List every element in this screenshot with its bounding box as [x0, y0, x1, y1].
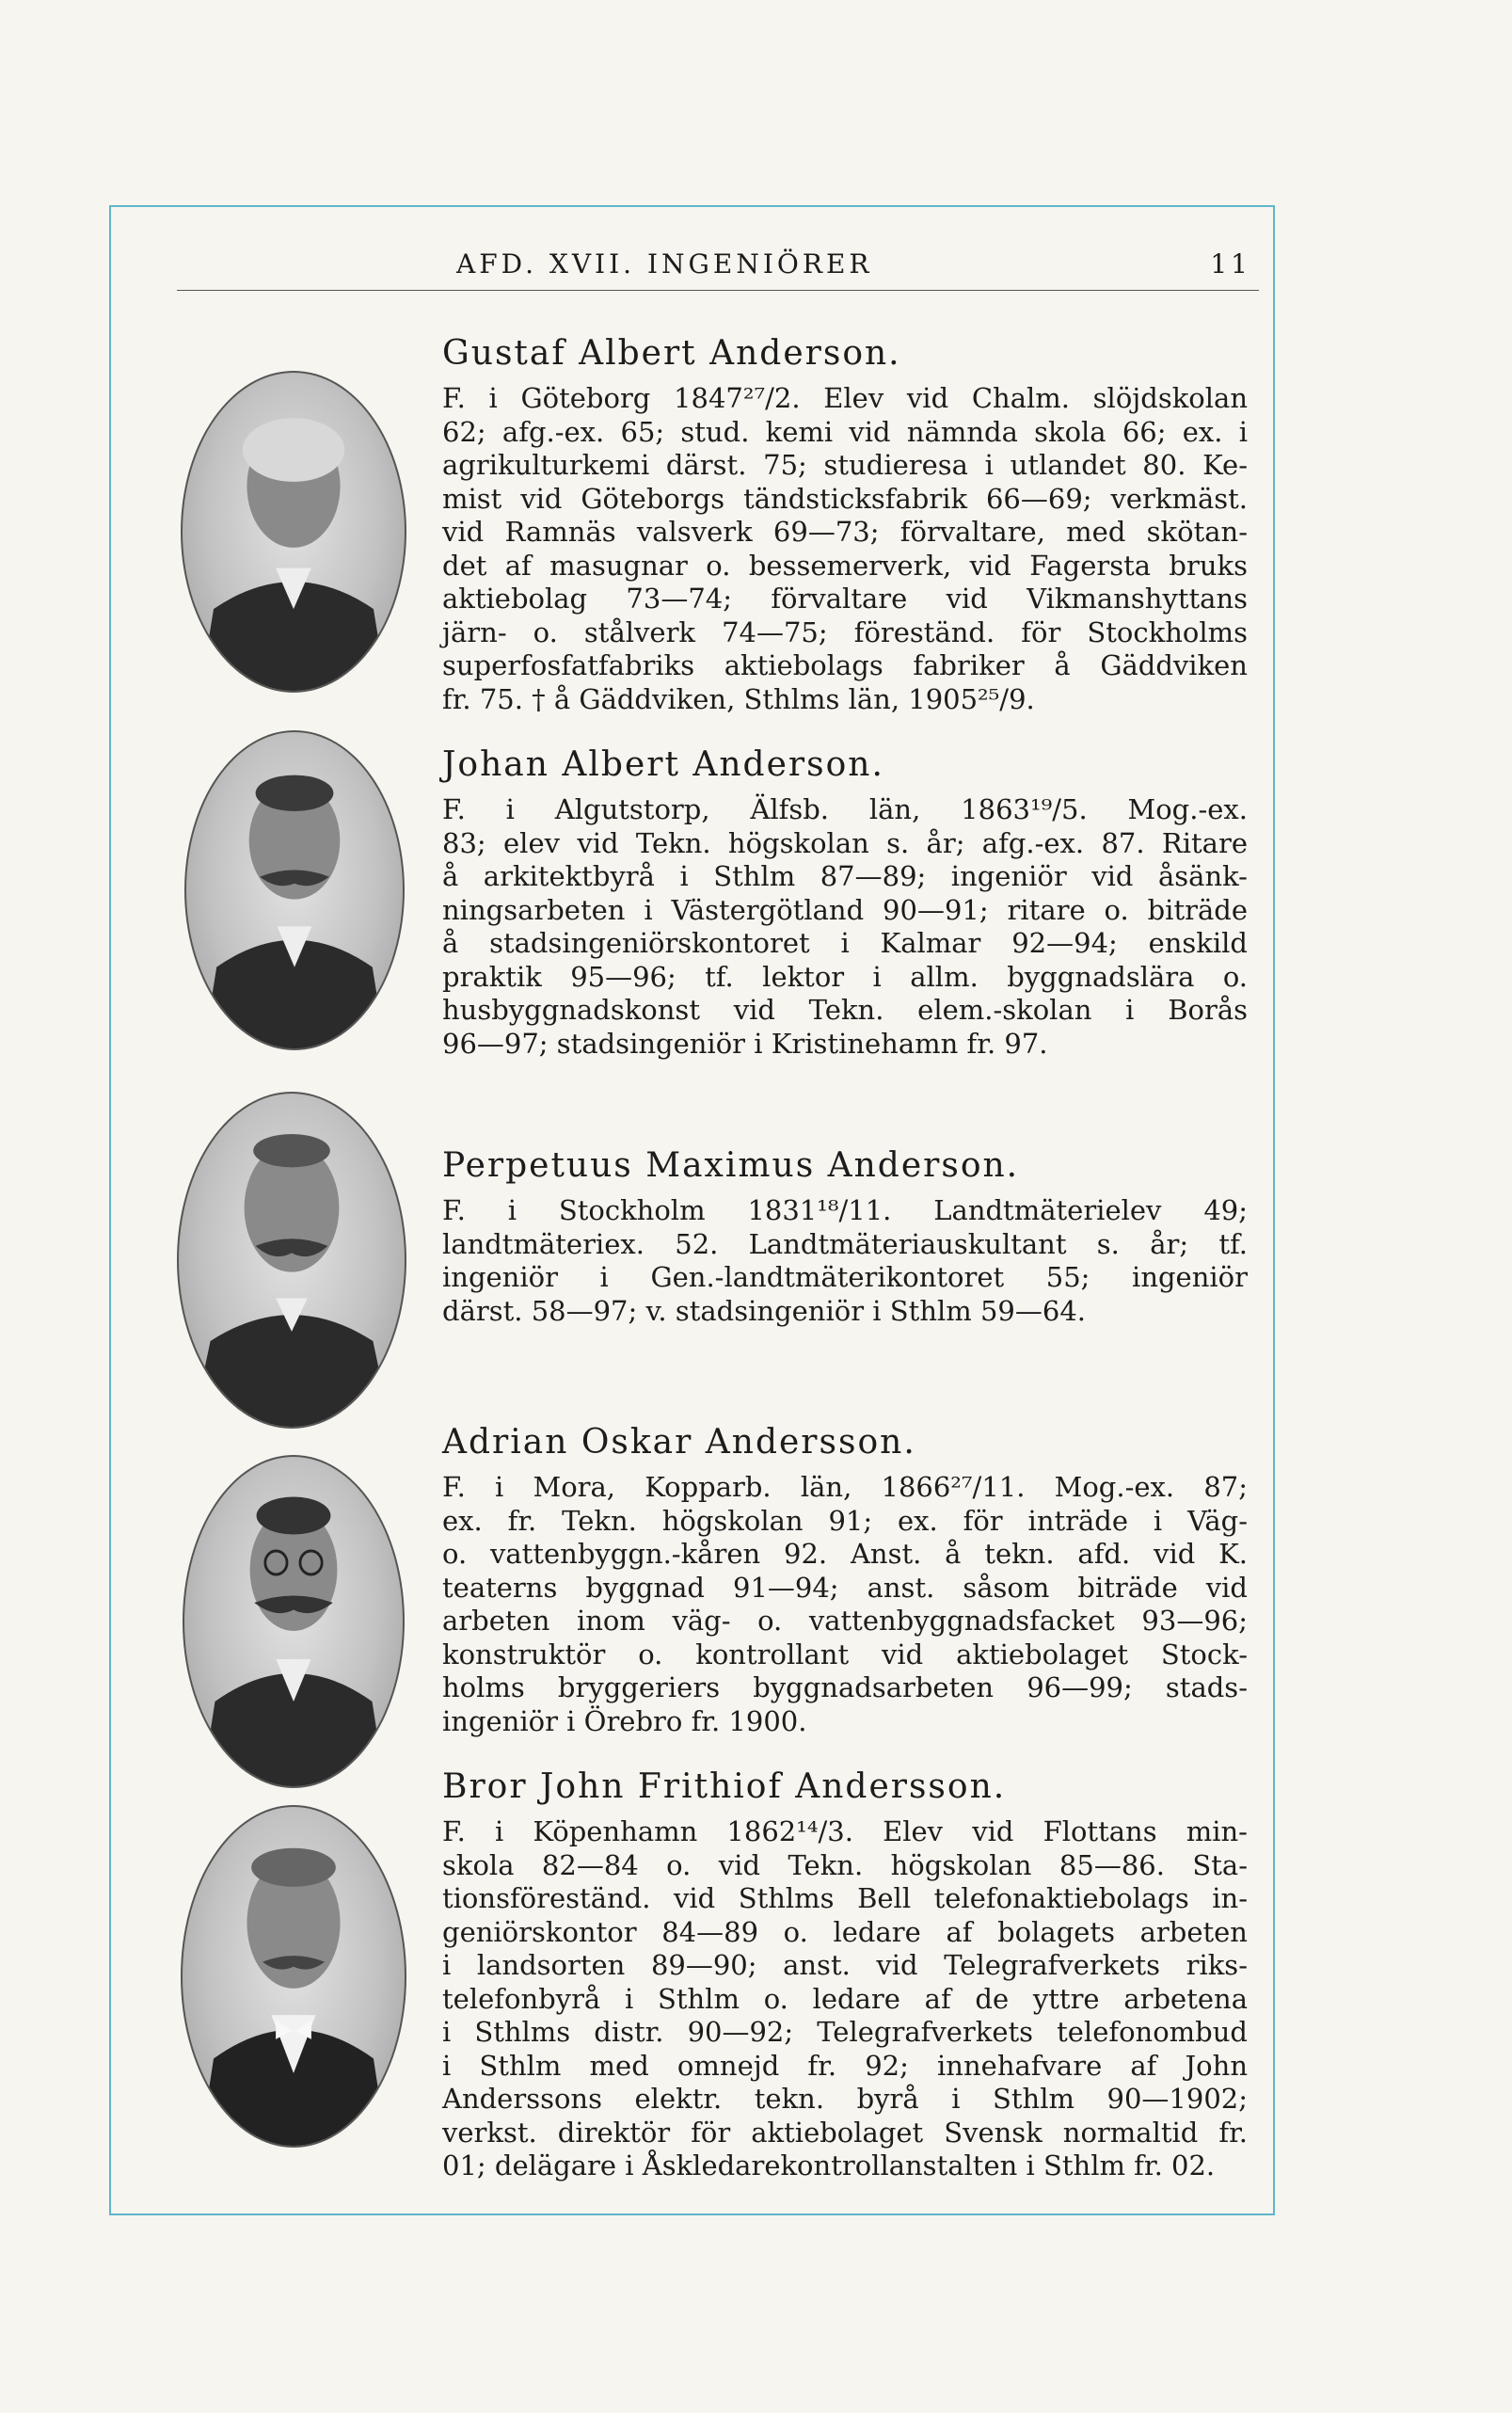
bio-line: i Sthlms distr. 90—92; Telegrafverkets telefonombud: [442, 2016, 1248, 2048]
header-rule: [177, 290, 1259, 291]
bio-line: ex. fr. Tekn. högskolan 91; ex. för inträde i Väg-: [442, 1504, 1248, 1537]
running-head: [216, 248, 1251, 286]
bio-line: agrikulturkemi därst. 75; studieresa i utlandet 80. Ke-: [442, 449, 1248, 481]
bio-line: konstruktör o. kontrollant vid aktiebolaget Stock-: [442, 1638, 1248, 1670]
bio-line: ingeniör i Gen.-landtmäterikontoret 55; ingeniör: [442, 1261, 1248, 1293]
bio-line: Anderssons elektr. tekn. byrå i Sthlm 90—1902;: [442, 2083, 1248, 2115]
bio-line: mist vid Göteborgs tändsticksfabrik 66—69; verkmäst.: [442, 482, 1248, 515]
bio-line: i landsorten 89—90; anst. vid Telegrafverkets riks-: [442, 1949, 1248, 1981]
bio-line: 83; elev vid Tekn. högskolan s. år; afg.-ex. 87. Ritare: [442, 826, 1248, 859]
bio-line: det af masugnar o. bessemerverk, vid Fagersta bruks: [442, 549, 1248, 582]
bio-line: 01; delägare i Åskledarekontrollanstalten i Sthlm fr. 02.: [442, 2149, 1216, 2181]
bio-line: i Sthlm med omnejd fr. 92; innehafvare af John: [442, 2049, 1248, 2082]
portrait-image: [177, 1092, 406, 1429]
bio-line: F. i Köpenhamn 1862¹⁴/3. Elev vid Flottans min-: [442, 1815, 1248, 1847]
bio-line: F. i Algutstorp, Älfsb. län, 1863¹⁹/5. Mog.-ex.: [442, 793, 1248, 825]
bio-line: tionsföreständ. vid Sthlms Bell telefonaktiebolags in-: [442, 1882, 1248, 1914]
bio-line: holms bryggeriers byggnadsarbeten 96—99; stads-: [442, 1671, 1248, 1703]
bio-line: praktik 95—96; tf. lektor i allm. byggnadslära o.: [442, 960, 1248, 993]
bio-line: telefonbyrå i Sthlm o. ledare af de yttre arbetena: [442, 1982, 1248, 2015]
person-name: Adrian Oskar Andersson.: [442, 1423, 916, 1462]
bio-line: ningsarbeten i Västergötland 90—91; ritare o. biträde: [442, 893, 1248, 926]
bio-line: husbyggnadskonst vid Tekn. elem.-skolan i Borås: [442, 994, 1248, 1026]
bio-line: vid Ramnäs valsverk 69—73; förvaltare, med skötan-: [442, 516, 1248, 548]
bio-line: fr. 75. † å Gäddviken, Sthlms län, 1905²⁵/9.: [442, 682, 1035, 715]
bio-line: 62; afg.-ex. 65; stud. kemi vid nämnda skola 66; ex. i: [442, 415, 1248, 448]
portrait-image: [184, 730, 405, 1050]
portrait-image: [183, 1455, 405, 1788]
section-title: AFD. XVII. INGENIÖRER: [456, 248, 873, 280]
bio-line: o. vattenbyggn.-kåren 92. Anst. å tekn. afd. vid K.: [442, 1538, 1248, 1570]
bio-line: geniörskontor 84—89 o. ledare af bolagets arbeten: [442, 1915, 1248, 1948]
bio-line: F. i Mora, Kopparb. län, 1866²⁷/11. Mog.-ex. 87;: [442, 1471, 1248, 1503]
person-name: Bror John Frithiof Andersson.: [442, 1767, 1007, 1806]
bio-line: å stadsingeniörskontoret i Kalmar 92—94; enskild: [442, 927, 1248, 959]
portrait-image: [181, 1805, 406, 2148]
bio-line: F. i Göteborg 1847²⁷/2. Elev vid Chalm. slöjdskolan: [442, 382, 1248, 414]
bio-line: skola 82—84 o. vid Tekn. högskolan 85—86. Sta-: [442, 1848, 1248, 1881]
bio-line: teaterns byggnad 91—94; anst. såsom biträde vid: [442, 1571, 1248, 1604]
bio-line: landtmäteriex. 52. Landtmäteriauskultant s. år; tf.: [442, 1227, 1248, 1260]
portrait-image: [181, 371, 406, 693]
bio-line: därst. 58—97; v. stadsingeniör i Sthlm 59—64.: [442, 1294, 1087, 1327]
bio-line: verkst. direktör för aktiebolaget Svensk normaltid fr.: [442, 2116, 1248, 2149]
bio-line: ingeniör i Örebro fr. 1900.: [442, 1704, 807, 1737]
person-name: Johan Albert Anderson.: [442, 745, 884, 784]
bio-line: järn- o. stålverk 74—75; föreständ. för Stockholms: [442, 615, 1248, 648]
bio-line: superfosfatfabriks aktiebolags fabriker å Gäddviken: [442, 649, 1248, 681]
bio-line: 96—97; stadsingeniör i Kristinehamn fr. 97.: [442, 1027, 1048, 1060]
person-name: Perpetuus Maximus Anderson.: [442, 1146, 1020, 1185]
bio-line: å arkitektbyrå i Sthlm 87—89; ingeniör vid åsänk-: [442, 860, 1248, 892]
person-name: Gustaf Albert Anderson.: [442, 334, 901, 373]
bio-line: F. i Stockholm 1831¹⁸/11. Landtmäterielev 49;: [442, 1194, 1248, 1226]
bio-line: aktiebolag 73—74; förvaltare vid Vikmanshyttans: [442, 583, 1248, 615]
page-number: 11: [1210, 248, 1251, 280]
bio-line: arbeten inom väg- o. vattenbyggnadsfacket 93—96;: [442, 1605, 1248, 1637]
